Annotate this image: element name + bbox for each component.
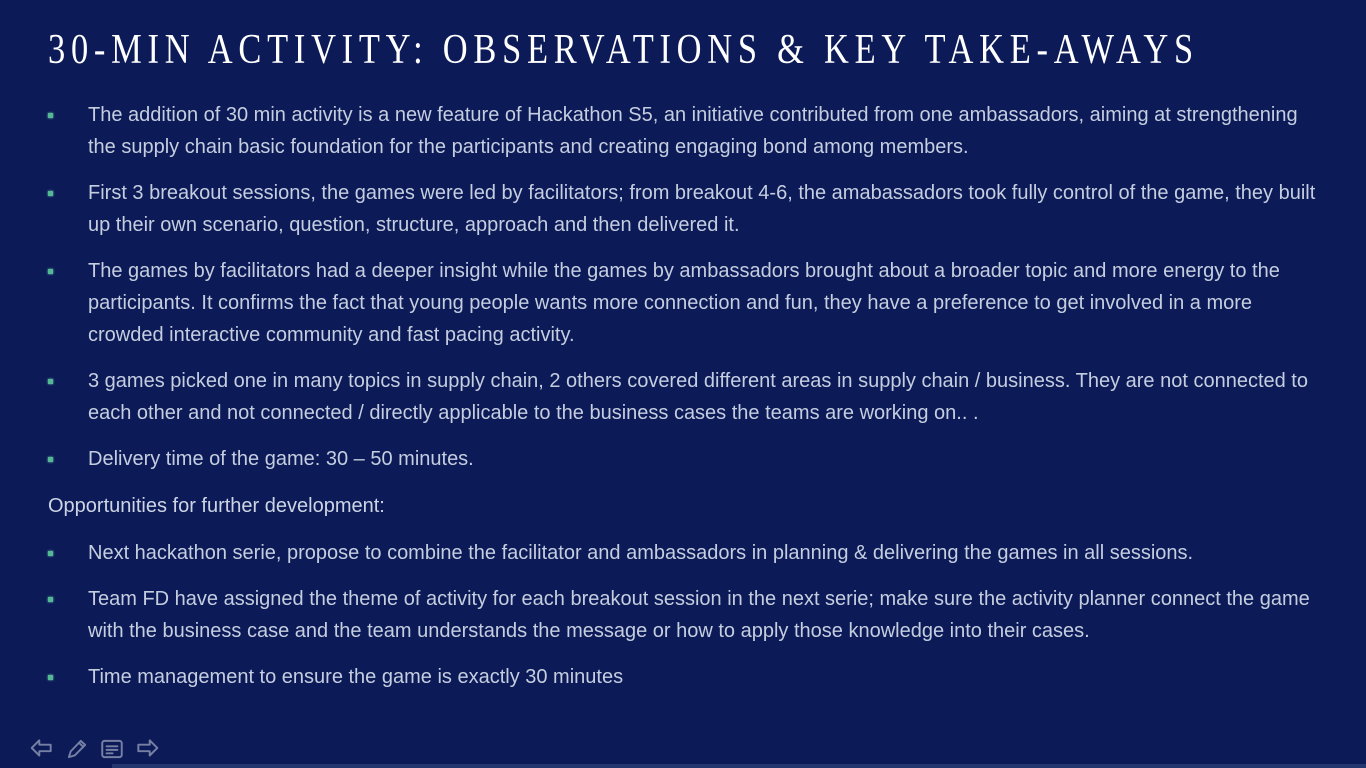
slideshow-nav-toolbar	[27, 734, 162, 764]
slide-title: 30-MIN ACTIVITY: OBSERVATIONS & KEY TAKE-AWAYS	[48, 27, 1199, 73]
bullet-item	[48, 584, 1326, 647]
bullet-dot-icon	[48, 366, 88, 384]
bullet-text: First 3 breakout sessions, the games were led by facilitators; from breakout 4-6, the amabassadors took fully control of the game, they built up their own scenario, question, structure, approach and then delivered it.	[88, 182, 1316, 236]
bullet-dot-icon	[48, 662, 88, 680]
bullet-item	[48, 256, 1326, 351]
bullet-text: Delivery time of the game: 30 – 50 minutes.	[88, 448, 474, 471]
bullet-text: Time management to ensure the game is exactly 30 minutes	[88, 666, 624, 689]
pen-tool-icon[interactable]	[62, 734, 92, 764]
bullet-item	[48, 178, 1326, 241]
next-slide-arrow-icon[interactable]	[132, 734, 162, 764]
bullet-text: Next hackathon serie, propose to combine the facilitator and ambassadors in planning & delivering the games in all sessions.	[88, 541, 1194, 564]
bullet-text: The games by facilitators had a deeper insight while the games by ambassadors brought about a broader topic and more energy to the participants. It confirms the fact that young people wants more connection and fun, they have a preference to get involved in a more crowded interactive community and fast pacing activity.	[88, 260, 1280, 346]
annotation-menu-icon[interactable]	[97, 734, 127, 764]
bottom-edge-bar	[112, 764, 1366, 768]
bullet-item	[48, 366, 1326, 429]
bullet-dot-icon	[48, 100, 88, 118]
bullet-text: 3 games picked one in many topics in supply chain, 2 others covered different areas in supply chain / business. They are not connected to each other and not connected / directly applicable to the business cases the teams are working on.. .	[88, 370, 1308, 424]
slide-body	[48, 100, 1326, 694]
bullet-item	[48, 538, 1326, 570]
bullet-dot-icon	[48, 538, 88, 556]
bullet-dot-icon	[48, 256, 88, 274]
bullet-text: Team FD have assigned the theme of activity for each breakout session in the next serie; make sure the activity planner connect the game with the business case and the team understands the message or how to apply those knowledge into their cases.	[88, 588, 1310, 642]
bullet-item	[48, 100, 1326, 163]
bullet-item	[48, 444, 1326, 476]
bullet-dot-icon	[48, 444, 88, 462]
bullet-text: The addition of 30 min activity is a new feature of Hackathon S5, an initiative contributed from one ambassadors, aiming at strengthening the supply chain basic foundation for the participants and creating engaging bond among members.	[88, 104, 1298, 158]
bullet-dot-icon	[48, 178, 88, 196]
bullet-dot-icon	[48, 584, 88, 602]
previous-slide-arrow-icon[interactable]	[27, 734, 57, 764]
section-heading: Opportunities for further development:	[48, 494, 385, 517]
bullet-item	[48, 662, 1326, 694]
